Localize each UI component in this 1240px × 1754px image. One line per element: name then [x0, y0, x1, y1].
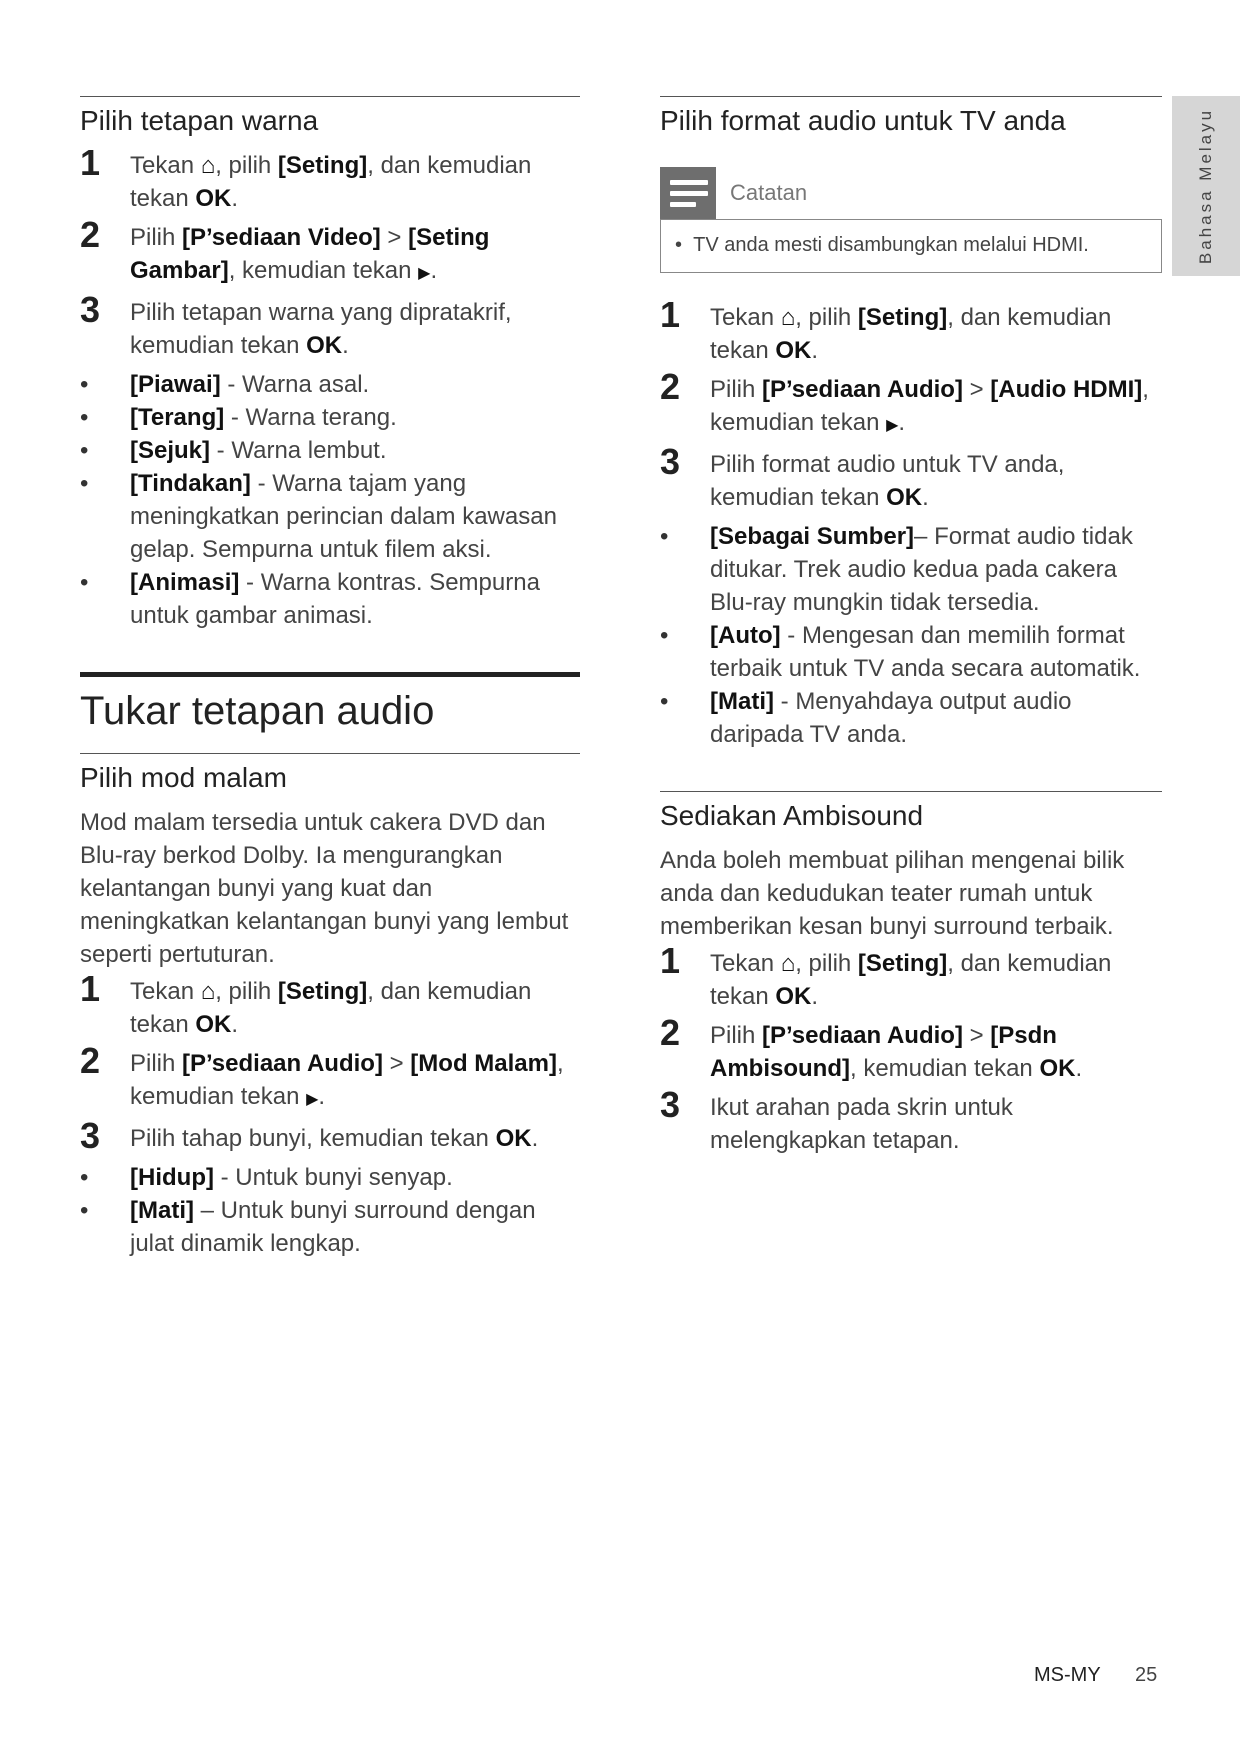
steps-color	[80, 142, 580, 362]
step-text: , kemudian tekan	[228, 257, 419, 284]
step-number: 2	[80, 1040, 101, 1081]
step-text: .	[231, 185, 239, 212]
bullet-term: [Sebagai Sumber]	[710, 523, 915, 550]
bullet-item	[80, 401, 580, 434]
note-label: Catatan	[730, 180, 808, 205]
step-number: 3	[80, 289, 101, 330]
right-column	[660, 96, 1162, 1163]
note-text: TV anda mesti disambungkan melalui HDMI.	[693, 234, 1089, 256]
bullet-term: [Piawai]	[130, 371, 221, 398]
step-text: >	[962, 376, 991, 403]
step-number: 2	[80, 214, 101, 255]
step-text: Pilih	[710, 376, 763, 403]
bullet-text: - Warna asal.	[220, 371, 370, 398]
step-number: 1	[660, 294, 681, 335]
heading-audio-format: Pilih format audio untuk TV anda	[660, 96, 1162, 139]
home-icon: ⌂	[200, 978, 216, 1005]
step-item	[660, 366, 1162, 442]
step-emphasis: [Mod Malam]	[410, 1050, 557, 1077]
language-side-tab	[1172, 96, 1240, 276]
bullet-item	[80, 434, 580, 467]
steps-audio-format	[660, 294, 1162, 514]
bullets-color	[80, 368, 580, 632]
bullet-dot: •	[80, 437, 89, 464]
step-text: Ikut arahan pada skrin untuk melengkapkan tetapan.	[710, 1094, 1013, 1154]
bullets-audio-format	[660, 520, 1162, 751]
step-number: 3	[80, 1115, 101, 1156]
step-text: , pilih	[795, 950, 858, 977]
step-text: .	[430, 257, 438, 284]
bullet-dot: •	[660, 523, 669, 550]
heading-color-settings: Pilih tetapan warna	[80, 96, 580, 139]
bullet-text: - Mengesan dan memilih format terbaik untuk TV anda secara automatik.	[710, 622, 1141, 682]
step-text: .	[231, 1011, 239, 1038]
steps-night	[80, 968, 580, 1156]
step-emphasis: [Seting]	[277, 152, 368, 179]
bullet-item	[660, 619, 1162, 685]
bullet-item	[80, 1194, 580, 1260]
step-text: .	[811, 983, 819, 1010]
play-icon: ▶	[306, 1091, 319, 1108]
bullet-item	[80, 368, 580, 401]
step-emphasis: [P’sediaan Audio]	[182, 1050, 383, 1077]
bullet-term: [Mati]	[710, 688, 774, 715]
bullet-dot: •	[80, 371, 89, 398]
step-item	[660, 1084, 1162, 1157]
step-text: , dan kemudian tekan	[130, 152, 532, 212]
step-text: Tekan	[710, 304, 781, 331]
bullet-dot: •	[660, 622, 669, 649]
step-item	[80, 1040, 580, 1116]
step-emphasis: OK	[195, 1011, 232, 1038]
bullet-item	[80, 467, 580, 566]
bullet-term: [Animasi]	[130, 569, 240, 596]
heading-night-mode: Pilih mod malam	[80, 753, 580, 796]
step-text: , pilih	[215, 978, 278, 1005]
step-emphasis: [P’sediaan Video]	[182, 224, 381, 251]
bullet-dot: •	[80, 569, 89, 596]
night-mode-intro: Mod malam tersedia untuk cakera DVD dan Blu-ray berkod Dolby. Ia mengurangkan kelantangan bunyi yang kuat dan meningkatkan kelantangan bunyi yang lembut seperti pertuturan.	[80, 809, 569, 968]
bullet-term: [Terang]	[130, 404, 225, 431]
step-item	[660, 294, 1162, 367]
step-emphasis: OK	[886, 484, 923, 511]
note-box: • TV anda mesti disambungkan melalui HDMI.	[660, 219, 1162, 273]
step-text: >	[962, 1022, 991, 1049]
play-icon: ▶	[886, 417, 899, 434]
step-item	[660, 940, 1162, 1013]
step-text: Tekan	[130, 978, 201, 1005]
step-text: Pilih	[130, 1050, 183, 1077]
step-text: Pilih tahap bunyi, kemudian tekan	[130, 1125, 496, 1152]
step-emphasis: OK	[306, 332, 343, 359]
bullet-item	[660, 685, 1162, 751]
left-column	[80, 96, 580, 1260]
step-text: Tekan	[710, 950, 781, 977]
step-text: , dan kemudian tekan	[130, 978, 532, 1038]
step-text: , kemudian tekan	[710, 376, 1149, 436]
step-number: 1	[80, 142, 101, 183]
heading-ambisound: Sediakan Ambisound	[660, 791, 1162, 834]
bullet-dot: •	[80, 1197, 89, 1224]
bullet-text: - Warna tajam yang meningkatkan perincian dalam kawasan gelap. Sempurna untuk filem aksi.	[130, 470, 557, 563]
step-number: 1	[80, 968, 101, 1009]
step-text: , kemudian tekan	[849, 1055, 1040, 1082]
home-icon: ⌂	[200, 152, 216, 179]
bullet-term: [Mati]	[130, 1197, 194, 1224]
bullet-text: - Warna lembut.	[210, 437, 387, 464]
step-text: >	[380, 224, 409, 251]
bullet-dot: •	[80, 470, 89, 497]
bullet-dot: •	[660, 688, 669, 715]
step-item	[660, 1012, 1162, 1085]
step-text: .	[1075, 1055, 1083, 1082]
step-text: Pilih tetapan warna yang dipratakrif, kemudian tekan	[130, 299, 512, 359]
step-text: Tekan	[130, 152, 201, 179]
step-emphasis: [Audio HDMI]	[990, 376, 1143, 403]
step-text: , dan kemudian tekan	[710, 950, 1112, 1010]
note-block	[660, 167, 1162, 273]
bullets-night	[80, 1161, 580, 1260]
step-emphasis: OK	[1039, 1055, 1076, 1082]
ambisound-intro: Anda boleh membuat pilihan mengenai bilik anda dan kedudukan teater rumah untuk memberikan kesan bunyi surround terbaik.	[660, 847, 1125, 940]
chapter-title: Tukar tetapan audio	[80, 672, 580, 735]
step-emphasis: OK	[775, 983, 812, 1010]
bullet-term: [Sejuk]	[130, 437, 211, 464]
step-item	[80, 214, 580, 290]
step-emphasis: [Seting]	[857, 950, 948, 977]
bullet-text: – Untuk bunyi surround dengan julat dinamik lengkap.	[130, 1197, 536, 1257]
step-text: , pilih	[215, 152, 278, 179]
step-number: 2	[660, 366, 681, 407]
step-text: >	[382, 1050, 411, 1077]
step-text: , dan kemudian tekan	[710, 304, 1112, 364]
step-text: , kemudian tekan	[130, 1050, 564, 1110]
step-text: .	[342, 332, 349, 359]
step-text: Pilih	[710, 1022, 763, 1049]
step-text: .	[318, 1083, 326, 1110]
bullet-item	[80, 1161, 580, 1194]
step-item	[80, 289, 580, 362]
step-emphasis: [P’sediaan Audio]	[762, 376, 963, 403]
step-emphasis: [Seting]	[277, 978, 368, 1005]
step-emphasis: OK	[495, 1125, 532, 1152]
step-text: .	[811, 337, 819, 364]
bullet-term: [Tindakan]	[130, 470, 251, 497]
step-item	[80, 142, 580, 215]
step-text: .	[531, 1125, 539, 1152]
bullet-dot: •	[80, 404, 89, 431]
play-icon: ▶	[418, 265, 431, 282]
step-text: .	[898, 409, 906, 436]
bullet-term: [Hidup]	[130, 1164, 214, 1191]
step-number: 3	[660, 1084, 681, 1125]
step-emphasis: [Psdn Ambisound]	[710, 1022, 1057, 1082]
step-number: 3	[660, 441, 681, 482]
home-icon: ⌂	[780, 950, 796, 977]
language-tab-label: Bahasa Melayu	[1196, 107, 1215, 265]
step-item	[80, 1115, 580, 1156]
step-number: 1	[660, 940, 681, 981]
step-item	[80, 968, 580, 1041]
bullet-text: - Untuk bunyi senyap.	[213, 1164, 453, 1191]
bullet-text: - Menyahdaya output audio daripada TV anda.	[710, 688, 1072, 748]
step-number: 2	[660, 1012, 681, 1053]
step-emphasis: [Seting Gambar]	[130, 224, 490, 284]
note-icon	[660, 167, 716, 219]
bullet-term: [Auto]	[710, 622, 781, 649]
page-number: 25	[1135, 1664, 1158, 1686]
footer-locale-code: MS-MY	[1034, 1664, 1101, 1686]
step-text: .	[922, 484, 929, 511]
bullet-text: - Warna kontras. Sempurna untuk gambar animasi.	[130, 569, 540, 629]
step-emphasis: OK	[195, 185, 232, 212]
bullet-text: - Warna terang.	[224, 404, 397, 431]
bullet-item	[80, 566, 580, 632]
step-item	[660, 441, 1162, 514]
bullet-dot: •	[80, 1164, 89, 1191]
bullet-text: – Format audio tidak ditukar. Trek audio kedua pada cakera Blu-ray mungkin tidak tersedia.	[710, 523, 1133, 616]
steps-ambisound	[660, 940, 1162, 1157]
step-emphasis: OK	[775, 337, 812, 364]
step-emphasis: [Seting]	[857, 304, 948, 331]
step-text: Pilih format audio untuk TV anda, kemudian tekan	[710, 451, 1065, 511]
home-icon: ⌂	[780, 304, 796, 331]
step-emphasis: [P’sediaan Audio]	[762, 1022, 963, 1049]
step-text: Pilih	[130, 224, 183, 251]
bullet-item	[660, 520, 1162, 619]
step-text: , pilih	[795, 304, 858, 331]
